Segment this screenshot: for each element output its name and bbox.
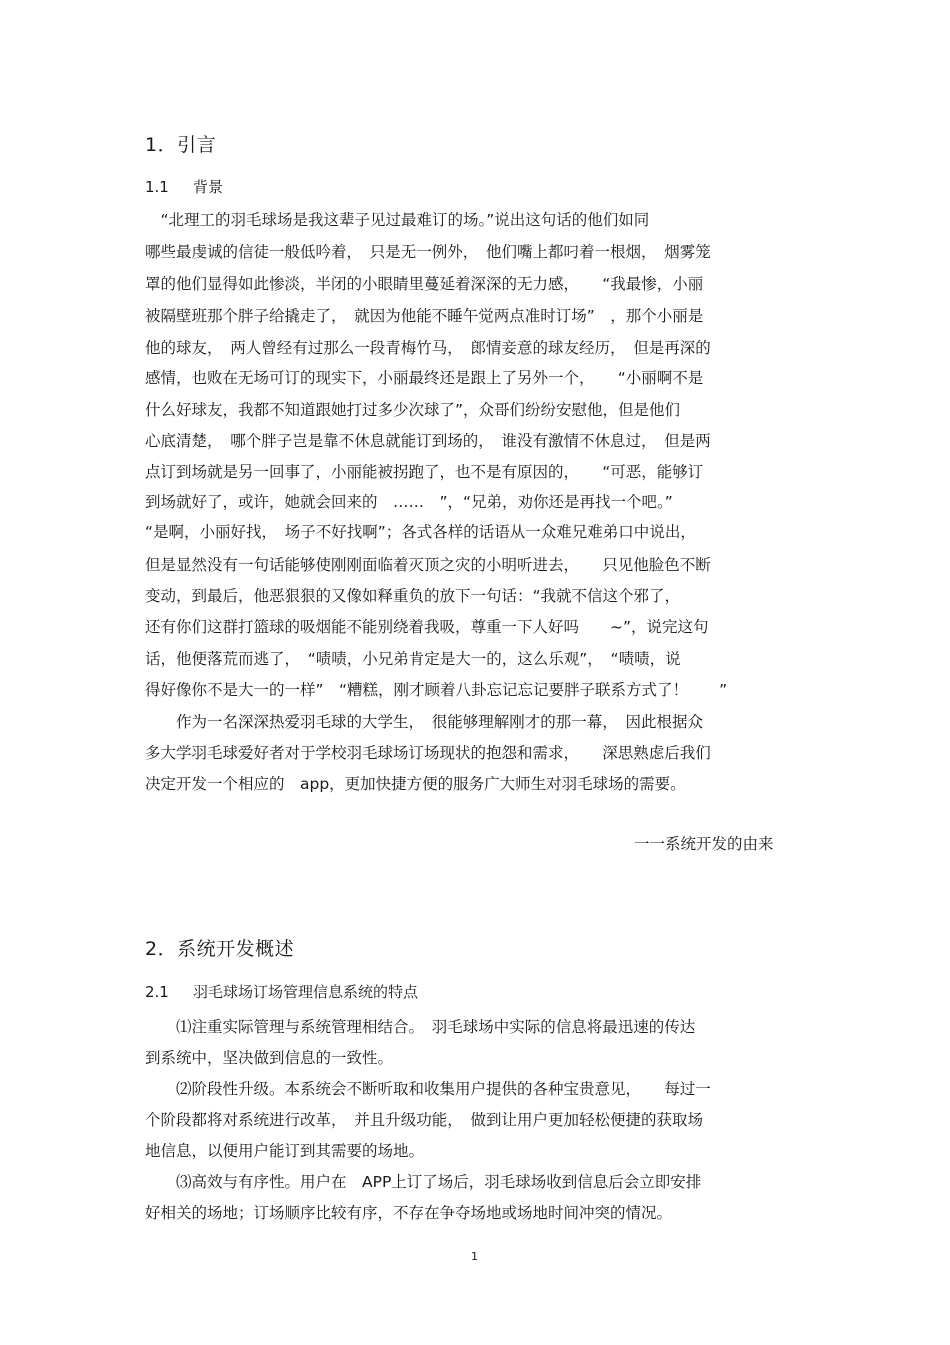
signature-line: 一一系统开发的由来 — [634, 835, 774, 853]
paragraph-line: 心底清楚， 哪个胖子岂是靠不休息就能订到场的， 谁没有激情不休息过， 但是两 — [145, 432, 711, 450]
paragraph-line: 感情，也败在无场可订的现实下，小丽最终还是跟上了另外一个， “小丽啊不是 — [145, 369, 704, 387]
paragraph-line: 被隔壁班那个胖子给撬走了， 就因为他能不睡午觉两点准时订场” ，那个小丽是 — [145, 307, 704, 325]
subsection-1-1-heading — [145, 176, 223, 197]
paragraph-line: 点订到场就是另一回事了，小丽能被拐跑了，也不是有原因的， “可恶，能够订 — [145, 463, 704, 481]
paragraph-line: 个阶段都将对系统进行改革， 并且升级功能， 做到让用户更加轻松便捷的获取场 — [145, 1111, 704, 1129]
section-2-heading: 2．系统开发概述 — [145, 938, 295, 960]
paragraph-line: “北理工的羽毛球场是我这辈子见过最难订的场。”说出这句话的他们如同 — [145, 211, 650, 229]
paragraph-line: 罩的他们显得如此惨淡，半闭的小眼睛里蔓延着深深的无力感， “我最惨，小丽 — [145, 275, 704, 293]
subsection-title: 羽毛球场订场管理信息系统的特点 — [193, 983, 419, 1001]
paragraph-line: 决定开发一个相应的 app，更加快捷方便的服务广大师生对羽毛球场的需要。 — [145, 775, 686, 793]
paragraph-line: 还有你们这群打篮球的吸烟能不能别绕着我吸，尊重一下人好吗 ~”，说完这句 — [145, 618, 709, 636]
subsection-title: 背景 — [193, 178, 224, 196]
paragraph-line: 得好像你不是大一的一样” “糟糕，刚才顾着八卦忘记忘记要胖子联系方式了！ ” — [145, 681, 728, 699]
paragraph-line: 话，他便落荒而逃了， “啧啧，小兄弟肯定是大一的，这么乐观”， “啧啧，说 — [145, 650, 681, 668]
paragraph-line: ⑴注重实际管理与系统管理相结合。 羽毛球场中实际的信息将最迅速的传达 — [145, 1018, 696, 1036]
subsection-number: 2.1 — [145, 983, 169, 1001]
paragraph-line: 什么好球友，我都不知道跟她打过多少次球了”，众哥们纷纷安慰他，但是他们 — [145, 401, 681, 419]
section-1-heading: 1．引言 — [145, 134, 217, 156]
paragraph-line: 哪些最虔诚的信徒一般低吟着， 只是无一例外， 他们嘴上都叼着一根烟， 烟雾笼 — [145, 243, 711, 261]
paragraph-line: 到系统中，坚决做到信息的一致性。 — [145, 1049, 394, 1067]
paragraph-line: ⑵阶段性升级。本系统会不断听取和收集用户提供的各种宝贵意见， 每过一 — [145, 1080, 711, 1098]
subsection-2-1-heading — [145, 981, 418, 1002]
paragraph-line: 他的球友， 两人曾经有过那么一段青梅竹马， 郎情妾意的球友经历， 但是再深的 — [145, 339, 711, 357]
paragraph-line: 多大学羽毛球爱好者对于学校羽毛球场订场现状的抱怨和需求， 深思熟虑后我们 — [145, 744, 711, 762]
paragraph-line: ⑶高效与有序性。用户在 APP上订了场后，羽毛球场收到信息后会立即安排 — [145, 1173, 702, 1191]
subsection-number: 1.1 — [145, 178, 169, 196]
paragraph-line: 到场就好了，或许，她就会回来的 …… ”，“兄弟，劝你还是再找一个吧。” — [145, 493, 673, 511]
paragraph-line: 变动，到最后，他恶狠狠的又像如释重负的放下一句话：“我就不信这个邪了， — [145, 587, 681, 605]
paragraph-line: “是啊，小丽好找， 场子不好找啊”；各式各样的话语从一众难兄难弟口中说出， — [145, 523, 696, 541]
paragraph-line: 好相关的场地；订场顺序比较有序，不存在争夺场地或场地时间冲突的情况。 — [145, 1204, 673, 1222]
page-number: 1 — [471, 1250, 478, 1263]
paragraph-line: 地信息，以便用户能订到其需要的场地。 — [145, 1142, 425, 1160]
paragraph-line: 作为一名深深热爱羽毛球的大学生， 很能够理解刚才的那一幕， 因此根据众 — [145, 713, 704, 731]
paragraph-line: 但是显然没有一句话能够使刚刚面临着灭顶之灾的小明听进去， 只见他脸色不断 — [145, 556, 711, 574]
